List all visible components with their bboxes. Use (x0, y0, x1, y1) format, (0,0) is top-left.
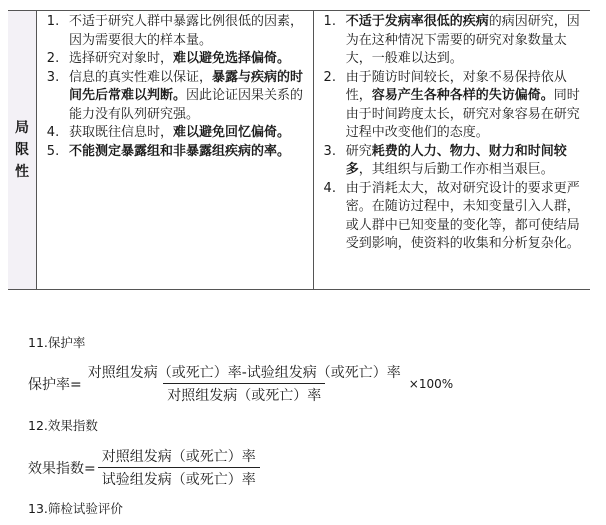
list-item (314, 180, 584, 254)
formula-denominator: 试验组发病（或死亡）率 (98, 467, 260, 489)
item-number: 3. (46, 69, 60, 85)
item-text: 研究 (345, 143, 372, 159)
formula-denominator: 对照组发病（或死亡）率 (163, 383, 325, 405)
item-text: 由于消耗太大，故对研究设计的要求更严密。在随访过程中，未知变量引入人群，或人群中已知变量的变化等，都可使结局受到影响，使资料的收集和分析复杂化。 (345, 180, 580, 251)
emphasized-text: 难以避免回忆偏倚。 (173, 125, 291, 140)
cohort-list (314, 11, 590, 254)
section-title-protection-rate: 11.保护率 (28, 335, 86, 350)
list-item (37, 143, 307, 162)
item-text: 同时由于时间跨度太长，研究对象容易在研究过程中改变他们的态度。 (345, 88, 580, 140)
row-header-limitations (8, 11, 37, 290)
item-number: 4. (46, 125, 60, 140)
formula-numerator: 对照组发病（或死亡）率 (101, 449, 256, 465)
formula-fraction (84, 362, 405, 405)
item-text: 选择研究对象时， (69, 51, 174, 66)
emphasized-text: 不适于发病率很低的疾病 (345, 14, 489, 29)
item-number: 1. (323, 14, 336, 29)
row-header-char: 性 (15, 164, 29, 180)
protection-rate-formula (28, 362, 453, 405)
section-title-efficacy-index: 12.效果指数 (28, 418, 98, 433)
item-text: ，其组织与后勤工作亦相当艰巨。 (358, 162, 554, 177)
item-number: 2. (46, 51, 60, 66)
item-number: 1. (46, 14, 60, 29)
efficacy-index-formula (28, 446, 262, 489)
list-item (37, 50, 307, 69)
row-header-char: 局 (15, 120, 29, 136)
limitations-table (8, 10, 590, 290)
list-item (314, 143, 584, 180)
formula-lhs: 效果指数= (28, 460, 96, 477)
list-item (37, 13, 307, 50)
emphasized-text: 难以避免选择偏倚。 (173, 51, 291, 66)
cohort-limitations (313, 11, 590, 290)
row-header-char: 限 (15, 142, 29, 158)
formula-fraction (98, 446, 260, 489)
emphasized-text: 容易产生各种各样的失访偏倚。 (371, 88, 554, 103)
item-text: 因此论证因果关系的能力没有队列研究强。 (69, 88, 304, 122)
section-title-screening-evaluation: 13.筛检试验评价 (28, 501, 123, 516)
case-control-list (37, 11, 313, 161)
emphasized-text: 耗费的人力、物力、财力和时间较多 (345, 143, 567, 177)
emphasized-text: 暴露与疾病的时间先后常难以判断。 (69, 69, 304, 103)
emphasized-text: 不能测定暴露组和非暴露组疾病的率。 (69, 143, 291, 159)
formula-numerator: 对照组发病（或死亡）率-试验组发病（或死亡）率 (87, 365, 401, 381)
list-item (37, 124, 307, 143)
formula-multiplier: ×100% (408, 376, 454, 391)
list-item (314, 13, 584, 69)
item-text: 信息的真实性难以保证， (69, 69, 213, 85)
case-control-limitations (37, 11, 314, 290)
item-text: 获取既往信息时， (69, 125, 174, 140)
list-item (37, 69, 307, 125)
formula-lhs: 保护率= (28, 376, 82, 393)
item-text: 的病因研究，因为在这种情况下需要的研究对象数量太大，一般难以达到。 (345, 14, 580, 66)
item-text: 由于随访时间较长，对象不易保持依从性， (345, 69, 567, 103)
list-item (314, 69, 584, 143)
item-number: 5. (46, 143, 60, 159)
item-number: 2. (323, 69, 336, 85)
item-number: 3. (323, 143, 336, 159)
item-text: 不适于研究人群中暴露比例很低的因素，因为需要很大的样本量。 (69, 14, 304, 48)
item-number: 4. (323, 180, 336, 196)
